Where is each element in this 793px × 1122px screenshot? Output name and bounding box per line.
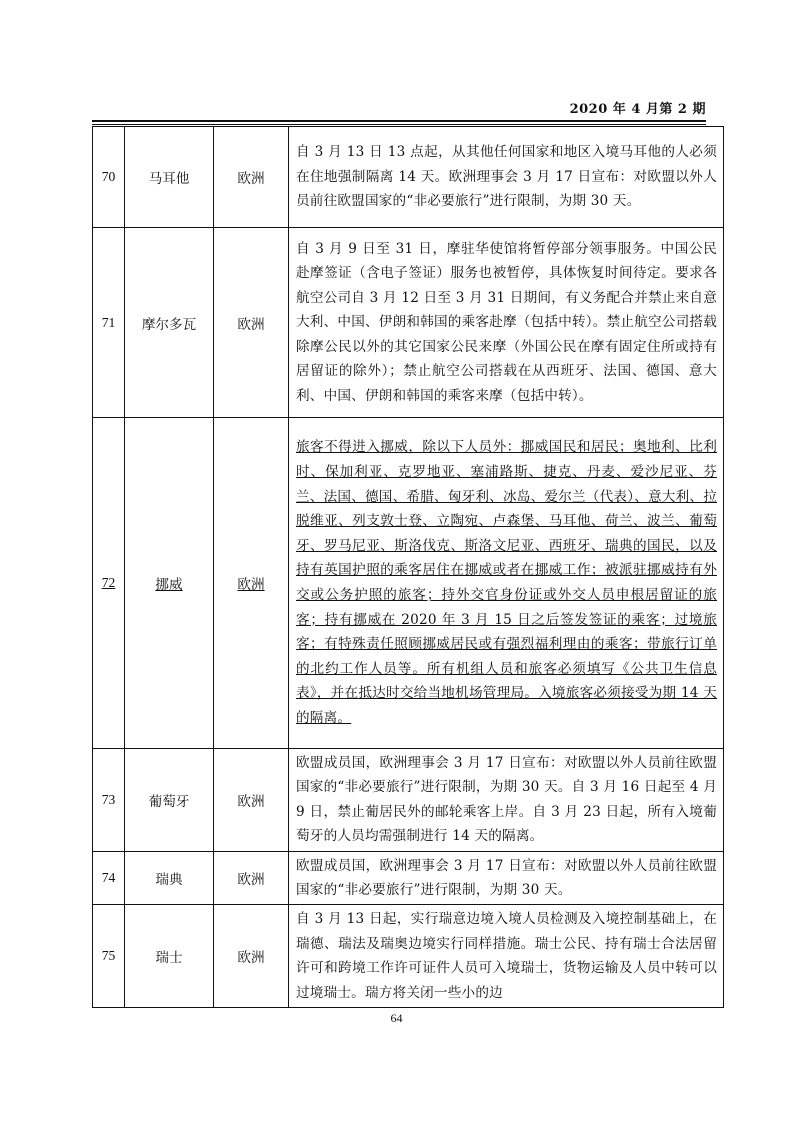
country-name: 瑞典 xyxy=(125,851,214,905)
policy-description: 自 3 月 13 日起，实行瑞意边境入境人员检测及入境控制基础上，在瑞德、瑞法及瑞奥边境实行同样措施。瑞士公民、持有瑞士合法居留许可和跨境工作许可证件人员可入境瑞士，货物运输及人员中转可以过境瑞士。瑞方将关闭一些小的边 xyxy=(289,905,724,1008)
country-name: 摩尔多瓦 xyxy=(125,228,214,418)
region-name: 欧洲 xyxy=(214,228,289,418)
row-number: 74 xyxy=(93,851,125,905)
region-name: 欧洲 xyxy=(214,749,289,852)
policy-description: 欧盟成员国，欧洲理事会 3 月 17 日宣布：对欧盟以外人员前往欧盟国家的“非必要旅行”进行限制，为期 30 天。 xyxy=(289,851,724,905)
country-name-cell xyxy=(125,418,214,749)
region-name: 欧洲 xyxy=(214,851,289,905)
table-row xyxy=(93,127,724,228)
country-name: 葡萄牙 xyxy=(125,749,214,852)
row-number: 73 xyxy=(93,749,125,852)
header-rule-thin xyxy=(92,124,706,125)
row-number-cell xyxy=(93,418,125,749)
policy-description-cell xyxy=(289,418,724,749)
policy-description: 自 3 月 13 日 13 点起，从其他任何国家和地区入境马耳他的人必须在住地强制隔离 14 天。欧洲理事会 3 月 17 日宣布：对欧盟以外人员前往欧盟国家的“非必要旅行”进行限制，为期 30 天。 xyxy=(289,127,724,228)
region-name: 欧洲 xyxy=(237,577,265,593)
row-number: 70 xyxy=(93,127,125,228)
table-row xyxy=(93,851,724,905)
table-row xyxy=(93,749,724,852)
page-number: 64 xyxy=(390,1011,403,1025)
table-row xyxy=(93,418,724,749)
policy-description: 欧盟成员国，欧洲理事会 3 月 17 日宣布：对欧盟以外人员前往欧盟国家的“非必要旅行”进行限制，为期 30 天。自 3 月 16 日起至 4 月 9 日，禁止葡居民外的邮轮乘客上岸。自 3 月 23 日起，所有入境葡萄牙的人员均需强制进行 14 天的隔离。 xyxy=(289,749,724,852)
region-name: 欧洲 xyxy=(214,905,289,1008)
row-number: 75 xyxy=(93,905,125,1008)
region-name: 欧洲 xyxy=(214,127,289,228)
country-name: 瑞士 xyxy=(125,905,214,1008)
country-name: 马耳他 xyxy=(125,127,214,228)
table-row xyxy=(93,905,724,1008)
issue-header: 2020 年 4 月第 2 期 xyxy=(569,102,706,117)
header-rule-thick xyxy=(92,120,706,122)
policy-description: 自 3 月 9 日至 31 日，摩驻华使馆将暂停部分领事服务。中国公民赴摩签证（含电子签证）服务也被暂停，具体恢复时间待定。要求各航空公司自 3 月 12 日至 3 月 31 日期间，有义务配合并禁止来自意大利、中国、伊朗和韩国的乘客赴摩（包括中转）。禁止航空公司搭载除摩公民以外的其它国家公民来摩（外国公民在摩有固定住所或持有居留证的除外）；禁止航空公司搭载在从西班牙、法国、德国、意大利、中国、伊朗和韩国的乘客来摩（包括中转）。 xyxy=(289,228,724,418)
table-row xyxy=(93,228,724,418)
row-number: 72 xyxy=(101,575,116,590)
row-number: 71 xyxy=(93,228,125,418)
entry-policy-table xyxy=(92,126,724,1008)
region-name-cell xyxy=(214,418,289,749)
country-name: 挪威 xyxy=(155,577,183,593)
policy-description: 旅客不得进入挪威，除以下人员外：挪威国民和居民；奥地利、比利时、保加利亚、克罗地亚、塞浦路斯、捷克、丹麦、爱沙尼亚、芬兰、法国、德国、希腊、匈牙利、冰岛、爱尔兰（代表）、意大利、拉脱维亚、列支敦士登、立陶宛、卢森堡、马耳他、荷兰、波兰、葡萄牙、罗马尼亚、斯洛伐克、斯洛文尼亚、西班牙、瑞典的国民，以及持有英国护照的乘客居住在挪威或者在挪威工作；被派驻挪威持有外交或公务护照的旅客；持外交官身份证或外交人员申根居留证的旅客；持有挪威在 2020 年 3 月 15 日之后签发签证的乘客；过境旅客；有特殊责任照顾挪威居民或有强烈福利理由的乘客；带旅行订单的北约工作人员等。所有机组人员和旅客必须填写《公共卫生信息表》，并在抵达时交给当地机场管理局。入境旅客必须接受为期 14 天的隔离。 xyxy=(296,439,717,726)
